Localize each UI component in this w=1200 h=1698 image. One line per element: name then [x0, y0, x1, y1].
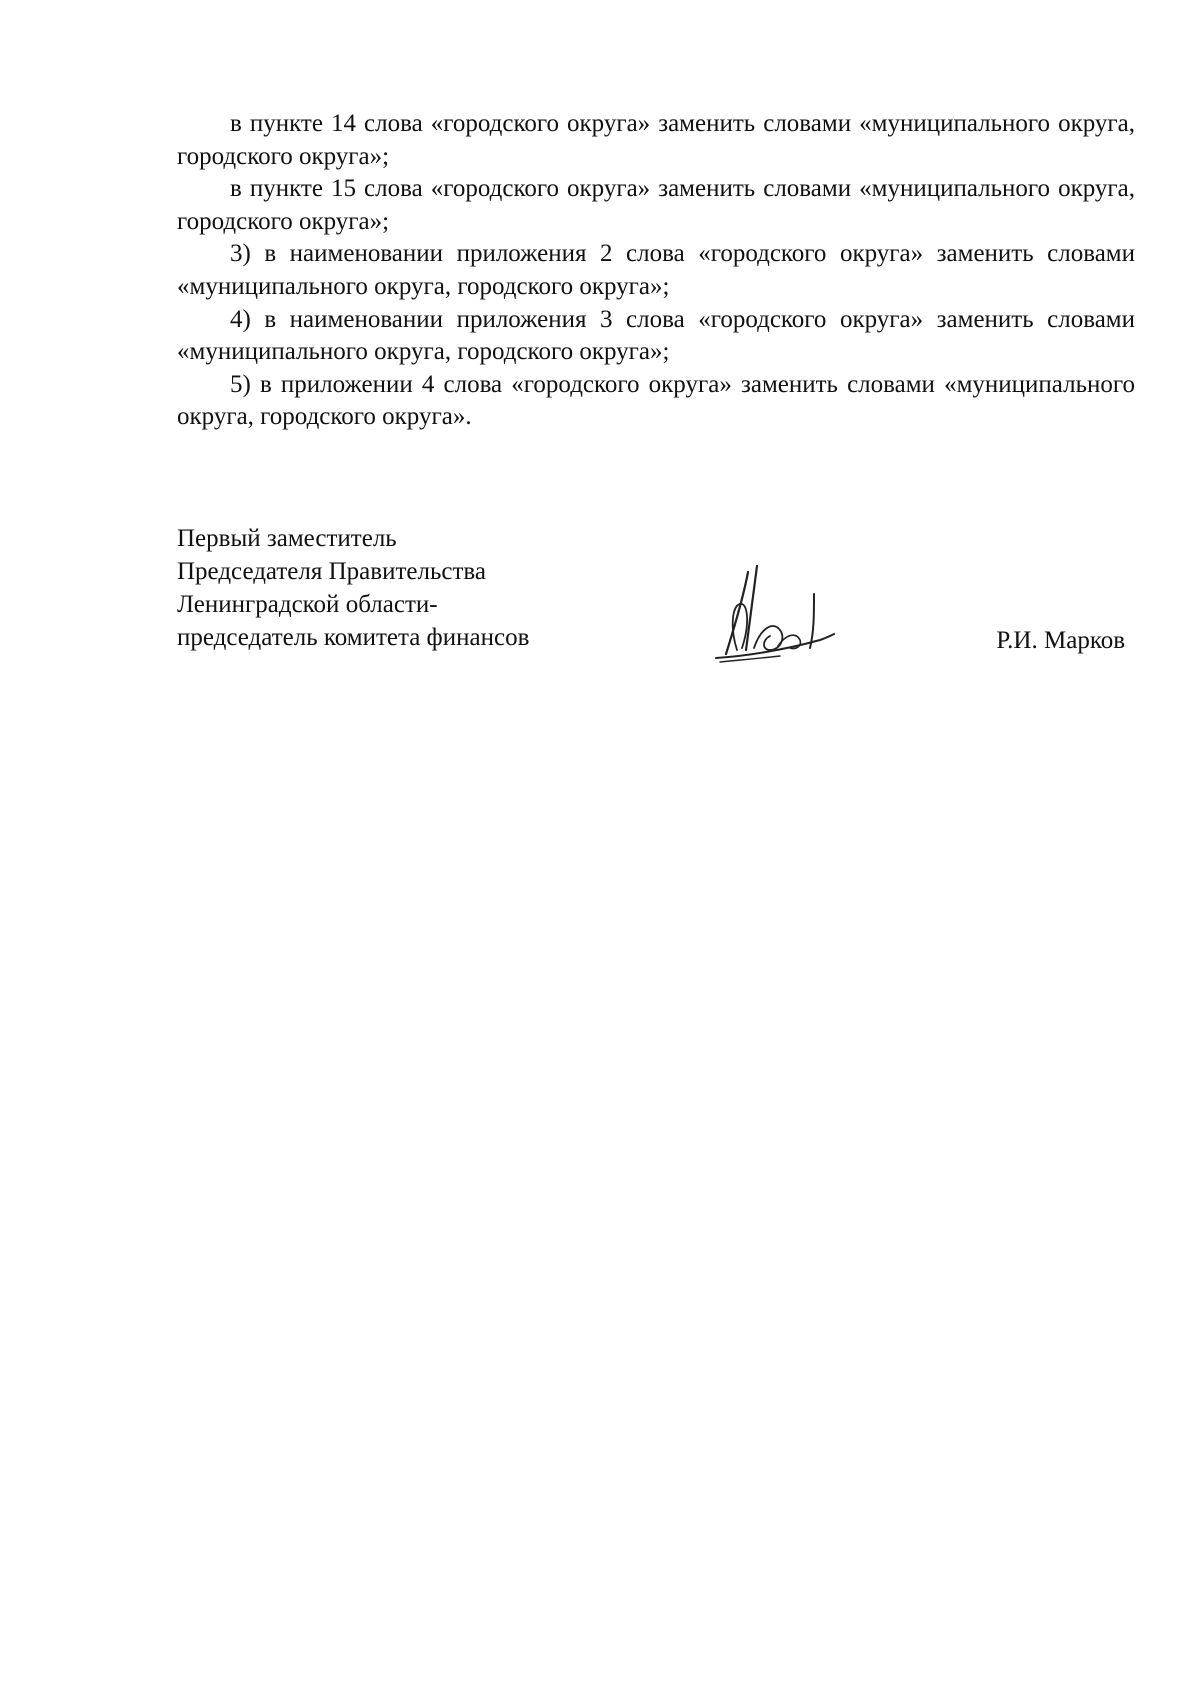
paragraph-item-4: 4) в наименовании приложения 3 слова «городского округа» заменить словами «муниципального округа, городского округа»; [177, 305, 1135, 366]
paragraph-point-14: в пункте 14 слова «городского округа» заменить словами «муниципального округа, городского округа»; [177, 110, 1135, 170]
paragraph-item-5: 5) в приложении 4 слова «городского округа» заменить словами «муниципального округа, городского округа». [177, 370, 1135, 431]
signature-block [177, 522, 1135, 662]
paragraph-item-3: 3) в наименовании приложения 2 слова «городского округа» заменить словами «муниципального округа, городского округа»; [177, 240, 1135, 300]
signer-name: Р.И. Марков [996, 627, 1125, 654]
signer-position [177, 522, 529, 654]
signer-position-line-1: Первый заместитель [177, 525, 397, 552]
paragraph-point-15: в пункте 15 слова «городского округа» заменить словами «муниципального округа, городского округа»; [177, 175, 1135, 235]
handwritten-signature [710, 564, 840, 664]
signer-position-line-2: Председателя Правительства [177, 558, 486, 585]
signer-position-line-4: председатель комитета финансов [177, 624, 530, 651]
signer-position-line-3: Ленинградской области- [177, 591, 438, 618]
document-body [177, 108, 1135, 434]
